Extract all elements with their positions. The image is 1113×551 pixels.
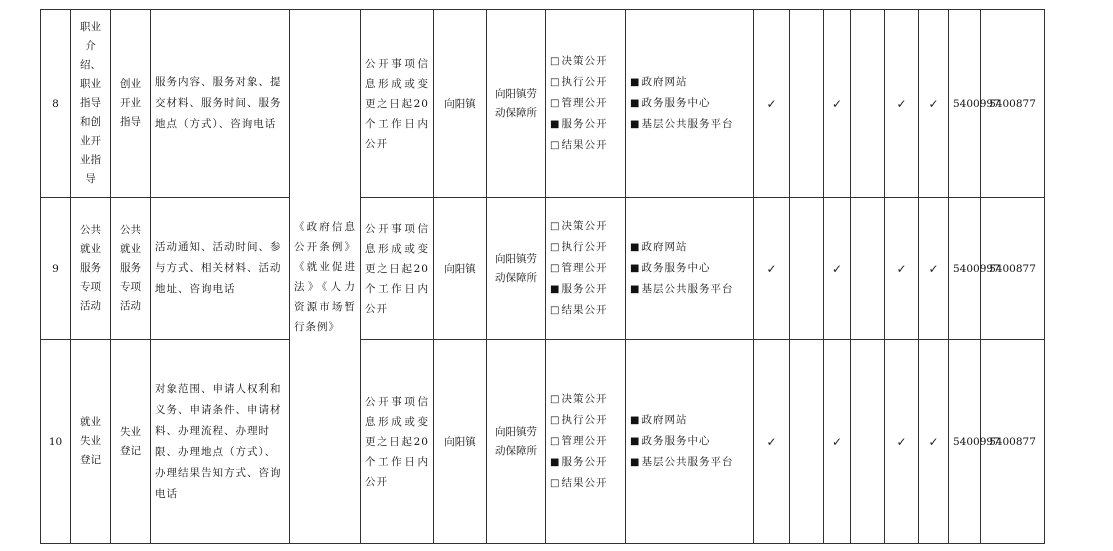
checked-box-icon: ■ xyxy=(550,284,561,295)
disclosure-channel-label: 基层公共服务平台 xyxy=(641,283,734,295)
check-mark: ✓ xyxy=(824,340,851,544)
unchecked-box-icon: □ xyxy=(550,263,561,274)
phone-number: 5400997 xyxy=(949,198,981,340)
disclosure-type-label: 决策公开 xyxy=(561,55,608,67)
phone-number: 5400877 xyxy=(981,198,1045,340)
sub-item-name: 公共就业服务专项活动 xyxy=(111,198,151,340)
disclosure-type-option xyxy=(550,237,621,258)
check-mark xyxy=(851,340,885,544)
table-row xyxy=(41,198,1113,340)
disclosure-channel-list xyxy=(626,10,754,198)
disclosure-period: 公开事项信息形成或变更之日起20个工作日内公开 xyxy=(361,340,434,544)
check-mark xyxy=(790,10,824,198)
check-mark: ✓ xyxy=(919,10,949,198)
disclosure-channel xyxy=(630,237,749,258)
row-number: 9 xyxy=(41,198,71,340)
disclosure-channel-label: 政务服务中心 xyxy=(641,435,711,447)
disclosure-channel-label: 政府网站 xyxy=(641,76,688,88)
disclosure-type-label: 结果公开 xyxy=(561,139,608,151)
item-name: 公共就业服务专项活动 xyxy=(71,198,111,340)
phone-number: 5400997 xyxy=(949,340,981,544)
filled-square-icon: ■ xyxy=(630,457,641,468)
disclosure-type-label: 服务公开 xyxy=(561,283,608,295)
disclosure-type-option xyxy=(550,51,621,72)
phone-number: 5400877 xyxy=(981,340,1045,544)
disclosure-type-option xyxy=(550,216,621,237)
disclosure-subject: 向阳镇 xyxy=(434,10,487,198)
filled-square-icon: ■ xyxy=(630,284,641,295)
disclosure-type-option xyxy=(550,410,621,431)
disclosure-type-list xyxy=(546,198,626,340)
check-mark xyxy=(790,340,824,544)
disclosure-channel-label: 政务服务中心 xyxy=(641,97,711,109)
disclosure-type-label: 管理公开 xyxy=(561,97,608,109)
disclosure-channel xyxy=(630,114,749,135)
filled-square-icon: ■ xyxy=(630,263,641,274)
check-mark: ✓ xyxy=(885,340,919,544)
disclosure-type-label: 执行公开 xyxy=(561,76,608,88)
checked-box-icon: ■ xyxy=(550,457,561,468)
unchecked-box-icon: □ xyxy=(550,221,561,232)
table-row xyxy=(41,340,1113,544)
disclosure-content: 活动通知、活动时间、参与方式、相关材料、活动地址、咨询电话 xyxy=(151,198,290,340)
check-mark xyxy=(851,10,885,198)
disclosure-channel xyxy=(630,452,749,473)
row-number: 10 xyxy=(41,340,71,544)
disclosure-type-option xyxy=(550,473,621,494)
filled-square-icon: ■ xyxy=(630,242,641,253)
disclosure-content: 服务内容、服务对象、提交材料、服务时间、服务地点（方式）、咨询电话 xyxy=(151,10,290,198)
check-mark xyxy=(790,198,824,340)
disclosure-type-label: 执行公开 xyxy=(561,414,608,426)
disclosure-type-option xyxy=(550,93,621,114)
disclosure-type-option xyxy=(550,279,621,300)
check-mark: ✓ xyxy=(754,198,790,340)
filled-square-icon: ■ xyxy=(630,77,641,88)
unchecked-box-icon: □ xyxy=(550,415,561,426)
disclosure-type-label: 决策公开 xyxy=(561,220,608,232)
disclosure-type-label: 执行公开 xyxy=(561,241,608,253)
disclosure-channel xyxy=(630,72,749,93)
check-mark: ✓ xyxy=(919,198,949,340)
responsible-org: 向阳镇劳动保障所 xyxy=(487,10,546,198)
disclosure-type-option xyxy=(550,258,621,279)
disclosure-channel xyxy=(630,258,749,279)
phone-number: 5400877 xyxy=(981,10,1045,198)
disclosure-type-label: 服务公开 xyxy=(561,456,608,468)
disclosure-channel-label: 政务服务中心 xyxy=(641,262,711,274)
disclosure-channel-list xyxy=(626,198,754,340)
check-mark: ✓ xyxy=(919,340,949,544)
filled-square-icon: ■ xyxy=(630,436,641,447)
disclosure-channel-list xyxy=(626,340,754,544)
unchecked-box-icon: □ xyxy=(550,77,561,88)
disclosure-period: 公开事项信息形成或变更之日起20个工作日内公开 xyxy=(361,10,434,198)
disclosure-type-label: 决策公开 xyxy=(561,393,608,405)
disclosure-content: 对象范围、申请人权利和义务、申请条件、申请材料、办理流程、办理时限、办理地点（方式）、办理结果告知方式、咨询电话 xyxy=(151,340,290,544)
responsible-org: 向阳镇劳动保障所 xyxy=(487,340,546,544)
unchecked-box-icon: □ xyxy=(550,478,561,489)
disclosure-channel xyxy=(630,410,749,431)
check-mark: ✓ xyxy=(754,10,790,198)
disclosure-period: 公开事项信息形成或变更之日起20个工作日内公开 xyxy=(361,198,434,340)
disclosure-type-option xyxy=(550,300,621,321)
disclosure-basis: 《政府信息公开条例》《就业促进法》《人力资源市场暂行条例》 xyxy=(290,10,361,544)
unchecked-box-icon: □ xyxy=(550,394,561,405)
disclosure-table xyxy=(40,9,1113,544)
disclosure-channel xyxy=(630,93,749,114)
filled-square-icon: ■ xyxy=(630,119,641,130)
sub-item-name: 创业开业指导 xyxy=(111,10,151,198)
row-number: 8 xyxy=(41,10,71,198)
unchecked-box-icon: □ xyxy=(550,98,561,109)
disclosure-channel xyxy=(630,279,749,300)
disclosure-type-label: 结果公开 xyxy=(561,477,608,489)
table-row xyxy=(41,10,1113,198)
unchecked-box-icon: □ xyxy=(550,436,561,447)
check-mark: ✓ xyxy=(824,198,851,340)
disclosure-type-list xyxy=(546,340,626,544)
responsible-org: 向阳镇劳动保障所 xyxy=(487,198,546,340)
disclosure-type-option xyxy=(550,114,621,135)
disclosure-subject: 向阳镇 xyxy=(434,198,487,340)
disclosure-subject: 向阳镇 xyxy=(434,340,487,544)
phone-number: 5400997 xyxy=(949,10,981,198)
check-mark: ✓ xyxy=(824,10,851,198)
filled-square-icon: ■ xyxy=(630,415,641,426)
disclosure-type-label: 结果公开 xyxy=(561,304,608,316)
disclosure-type-option xyxy=(550,72,621,93)
disclosure-channel xyxy=(630,431,749,452)
disclosure-channel-label: 政府网站 xyxy=(641,241,688,253)
disclosure-channel-label: 政府网站 xyxy=(641,414,688,426)
check-mark xyxy=(851,198,885,340)
unchecked-box-icon: □ xyxy=(550,242,561,253)
disclosure-type-option xyxy=(550,431,621,452)
check-mark: ✓ xyxy=(885,198,919,340)
disclosure-channel-label: 基层公共服务平台 xyxy=(641,456,734,468)
disclosure-type-option xyxy=(550,389,621,410)
sub-item-name: 失业登记 xyxy=(111,340,151,544)
unchecked-box-icon: □ xyxy=(550,140,561,151)
unchecked-box-icon: □ xyxy=(550,56,561,67)
disclosure-type-label: 服务公开 xyxy=(561,118,608,130)
disclosure-type-option xyxy=(550,452,621,473)
disclosure-channel-label: 基层公共服务平台 xyxy=(641,118,734,130)
check-mark: ✓ xyxy=(885,10,919,198)
check-mark: ✓ xyxy=(754,340,790,544)
disclosure-type-label: 管理公开 xyxy=(561,262,608,274)
filled-square-icon: ■ xyxy=(630,98,641,109)
unchecked-box-icon: □ xyxy=(550,305,561,316)
disclosure-type-option xyxy=(550,135,621,156)
disclosure-type-list xyxy=(546,10,626,198)
item-name: 职业介绍、职业指导和创业开业指导 xyxy=(71,10,111,198)
checked-box-icon: ■ xyxy=(550,119,561,130)
disclosure-type-label: 管理公开 xyxy=(561,435,608,447)
item-name: 就业失业登记 xyxy=(71,340,111,544)
